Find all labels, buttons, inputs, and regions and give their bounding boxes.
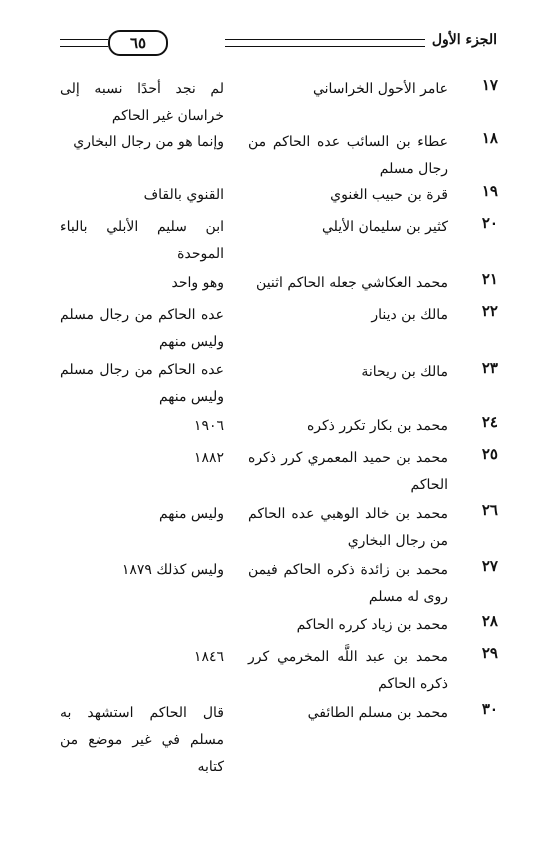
list-item (62, 129, 498, 189)
header-rule-left (60, 39, 108, 47)
page-number: ٦٥ (108, 30, 168, 56)
entry-note: عده الحاكم من رجال مسلم وليس منهم (60, 362, 224, 405)
entry-number: ٢٢ (481, 302, 498, 320)
entry-number: ٢٨ (481, 612, 498, 630)
entry-number: ٢٣ (481, 359, 498, 377)
entry-number: ٢٧ (481, 557, 498, 575)
entry-note: لم نجد أحدًا نسبه إلى خراسان غير الحاكم (60, 81, 224, 124)
entry-name: عامر الأحول الخراساني (312, 81, 448, 97)
entry-name: محمد العكاشي جعله الحاكم اثنين (256, 275, 448, 291)
entry-number: ٢٠ (481, 214, 498, 232)
entry-name: محمد بن زياد كرره الحاكم (296, 617, 448, 633)
entry-number: ٢٤ (481, 413, 498, 431)
entry-number: ١٩ (481, 182, 498, 200)
entry-note: قال الحاكم استشهد به مسلم في غير موضع من كتابه (60, 705, 224, 775)
entry-name: محمد بن حميد المعمري كرر ذكره الحاكم (248, 450, 448, 493)
list-item (62, 644, 498, 704)
header-rule (225, 39, 425, 47)
entry-note: ١٨٤٦ (193, 649, 224, 665)
entry-name: مالك بن ريحانة (361, 364, 448, 380)
entry-number: ٣٠ (481, 700, 498, 718)
list-item (62, 76, 498, 136)
entry-name: محمد بن عبد اللَّه المخرمي كرر ذكره الحاكم (248, 649, 448, 692)
entry-note: وهو واحد (171, 275, 224, 291)
page-header (60, 30, 497, 58)
volume-title: الجزء الأول (431, 32, 497, 48)
list-item (62, 302, 498, 362)
entry-number: ٢٩ (481, 644, 498, 662)
list-item (60, 700, 498, 775)
list-item (62, 357, 498, 417)
entry-name: عطاء بن السائب عده الحاكم من رجال مسلم (248, 134, 448, 177)
list-item (62, 214, 498, 274)
entry-note: وليس كذلك ١٨٧٩ (121, 562, 224, 578)
entry-number: ٢٦ (481, 501, 498, 519)
entry-name: محمد بن زائدة ذكره الحاكم فيمن روى له مسلم (248, 562, 448, 605)
entry-number: ٢٥ (481, 445, 498, 463)
entry-name: مالك بن دينار (371, 307, 448, 323)
entry-note: وليس منهم (158, 506, 224, 522)
list-item (62, 557, 498, 617)
entry-name: محمد بن خالد الوهبي عده الحاكم من رجال البخاري (248, 506, 448, 549)
entry-note: ١٩٠٦ (193, 418, 224, 434)
entry-number: ١٨ (481, 129, 498, 147)
list-item (62, 501, 498, 561)
entry-name: كثير بن سليمان الأيلي (321, 219, 448, 235)
entry-note: ابن سليم الأبلي بالباء الموحدة (60, 219, 224, 262)
entry-note: ١٨٨٢ (193, 450, 224, 466)
list-item (62, 445, 498, 505)
entry-note: وإنما هو من رجال البخاري (73, 134, 224, 150)
entry-name: محمد بن بكار تكرر ذكره (306, 418, 448, 434)
entry-number: ٢١ (481, 270, 498, 288)
entry-name: قرة بن حبيب الغنوي (330, 187, 448, 203)
entry-number: ١٧ (481, 76, 498, 94)
entry-name: محمد بن مسلم الطائفي (307, 705, 448, 721)
entry-note: القنوي بالقاف (143, 187, 224, 203)
entry-note: عده الحاكم من رجال مسلم وليس منهم (60, 307, 224, 350)
